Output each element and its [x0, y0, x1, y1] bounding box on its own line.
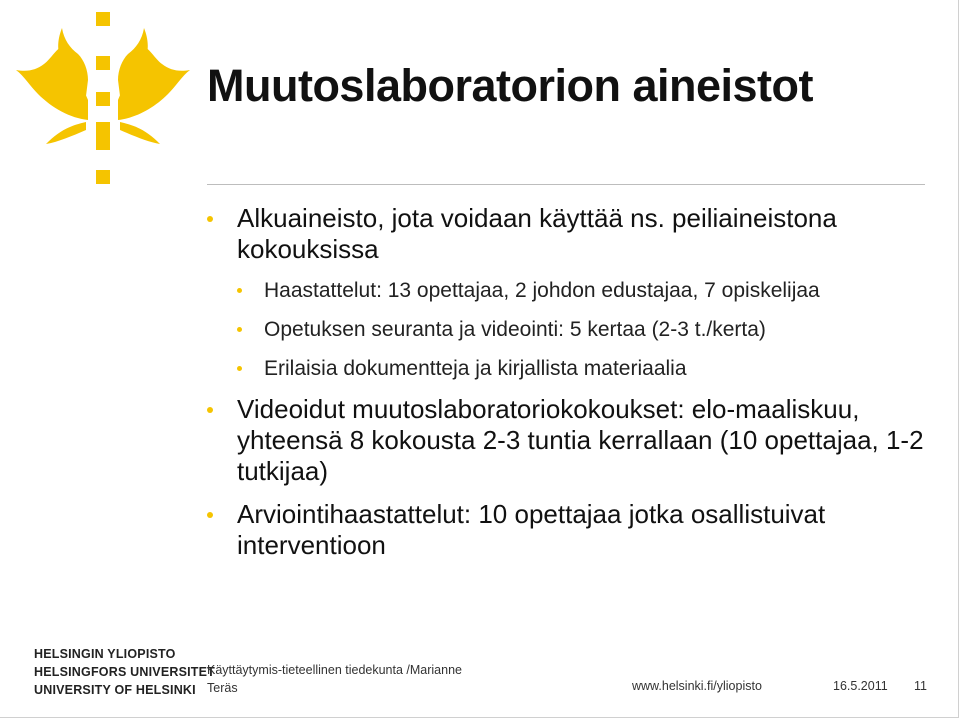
sub-bullet-text: Haastattelut: 13 opettajaa, 2 johdon edustajaa, 7 opiskelijaa	[264, 279, 820, 302]
sub-bullet-item	[207, 316, 927, 343]
sub-bullet-text: Erilaisia dokumentteja ja kirjallista materiaalia	[264, 357, 687, 380]
bullet-text: Alkuaineisto, jota voidaan käyttää ns. peiliaineistona kokouksissa	[237, 203, 837, 264]
bullet-item	[207, 499, 927, 561]
bullet-dot-icon	[207, 407, 213, 413]
bullet-dot-icon	[207, 216, 213, 222]
sub-bullet-text: Opetuksen seuranta ja videointi: 5 kertaa (2-3 t./kerta)	[264, 318, 766, 341]
helsinki-flame-icon	[0, 0, 200, 200]
bullet-dot-icon	[237, 366, 242, 371]
university-name-sv: HELSINGFORS UNIVERSITET	[34, 665, 216, 679]
footer-url: www.helsinki.fi/yliopisto	[632, 679, 762, 693]
bullet-item	[207, 203, 927, 265]
title-divider	[207, 184, 925, 185]
bullet-dot-icon	[237, 327, 242, 332]
university-name-fi: HELSINGIN YLIOPISTO	[34, 647, 176, 661]
slide-content	[207, 203, 927, 573]
bullet-text: Arviointihaastattelut: 10 opettajaa jotka osallistuivat interventioon	[237, 499, 826, 560]
sub-bullet-item	[207, 355, 927, 382]
bullet-item	[207, 394, 927, 487]
university-logo	[34, 645, 215, 699]
slide-title: Muutoslaboratorion aineistot	[207, 60, 814, 111]
bullet-dot-icon	[207, 512, 213, 518]
footer-department: Käyttäytymis-tieteellinen tiedekunta /Marianne Teräs	[207, 663, 462, 695]
sub-bullet-item	[207, 277, 927, 304]
footer-date: 16.5.2011	[833, 679, 888, 693]
page-number: 11	[914, 679, 927, 693]
bullet-dot-icon	[237, 288, 242, 293]
bullet-text: Videoidut muutoslaboratoriokokoukset: elo-maaliskuu, yhteensä 8 kokousta 2-3 tuntia kerrallaan (10 opettajaa, 1-2 tutkijaa)	[237, 394, 924, 486]
university-name-en: UNIVERSITY OF HELSINKI	[34, 683, 196, 697]
